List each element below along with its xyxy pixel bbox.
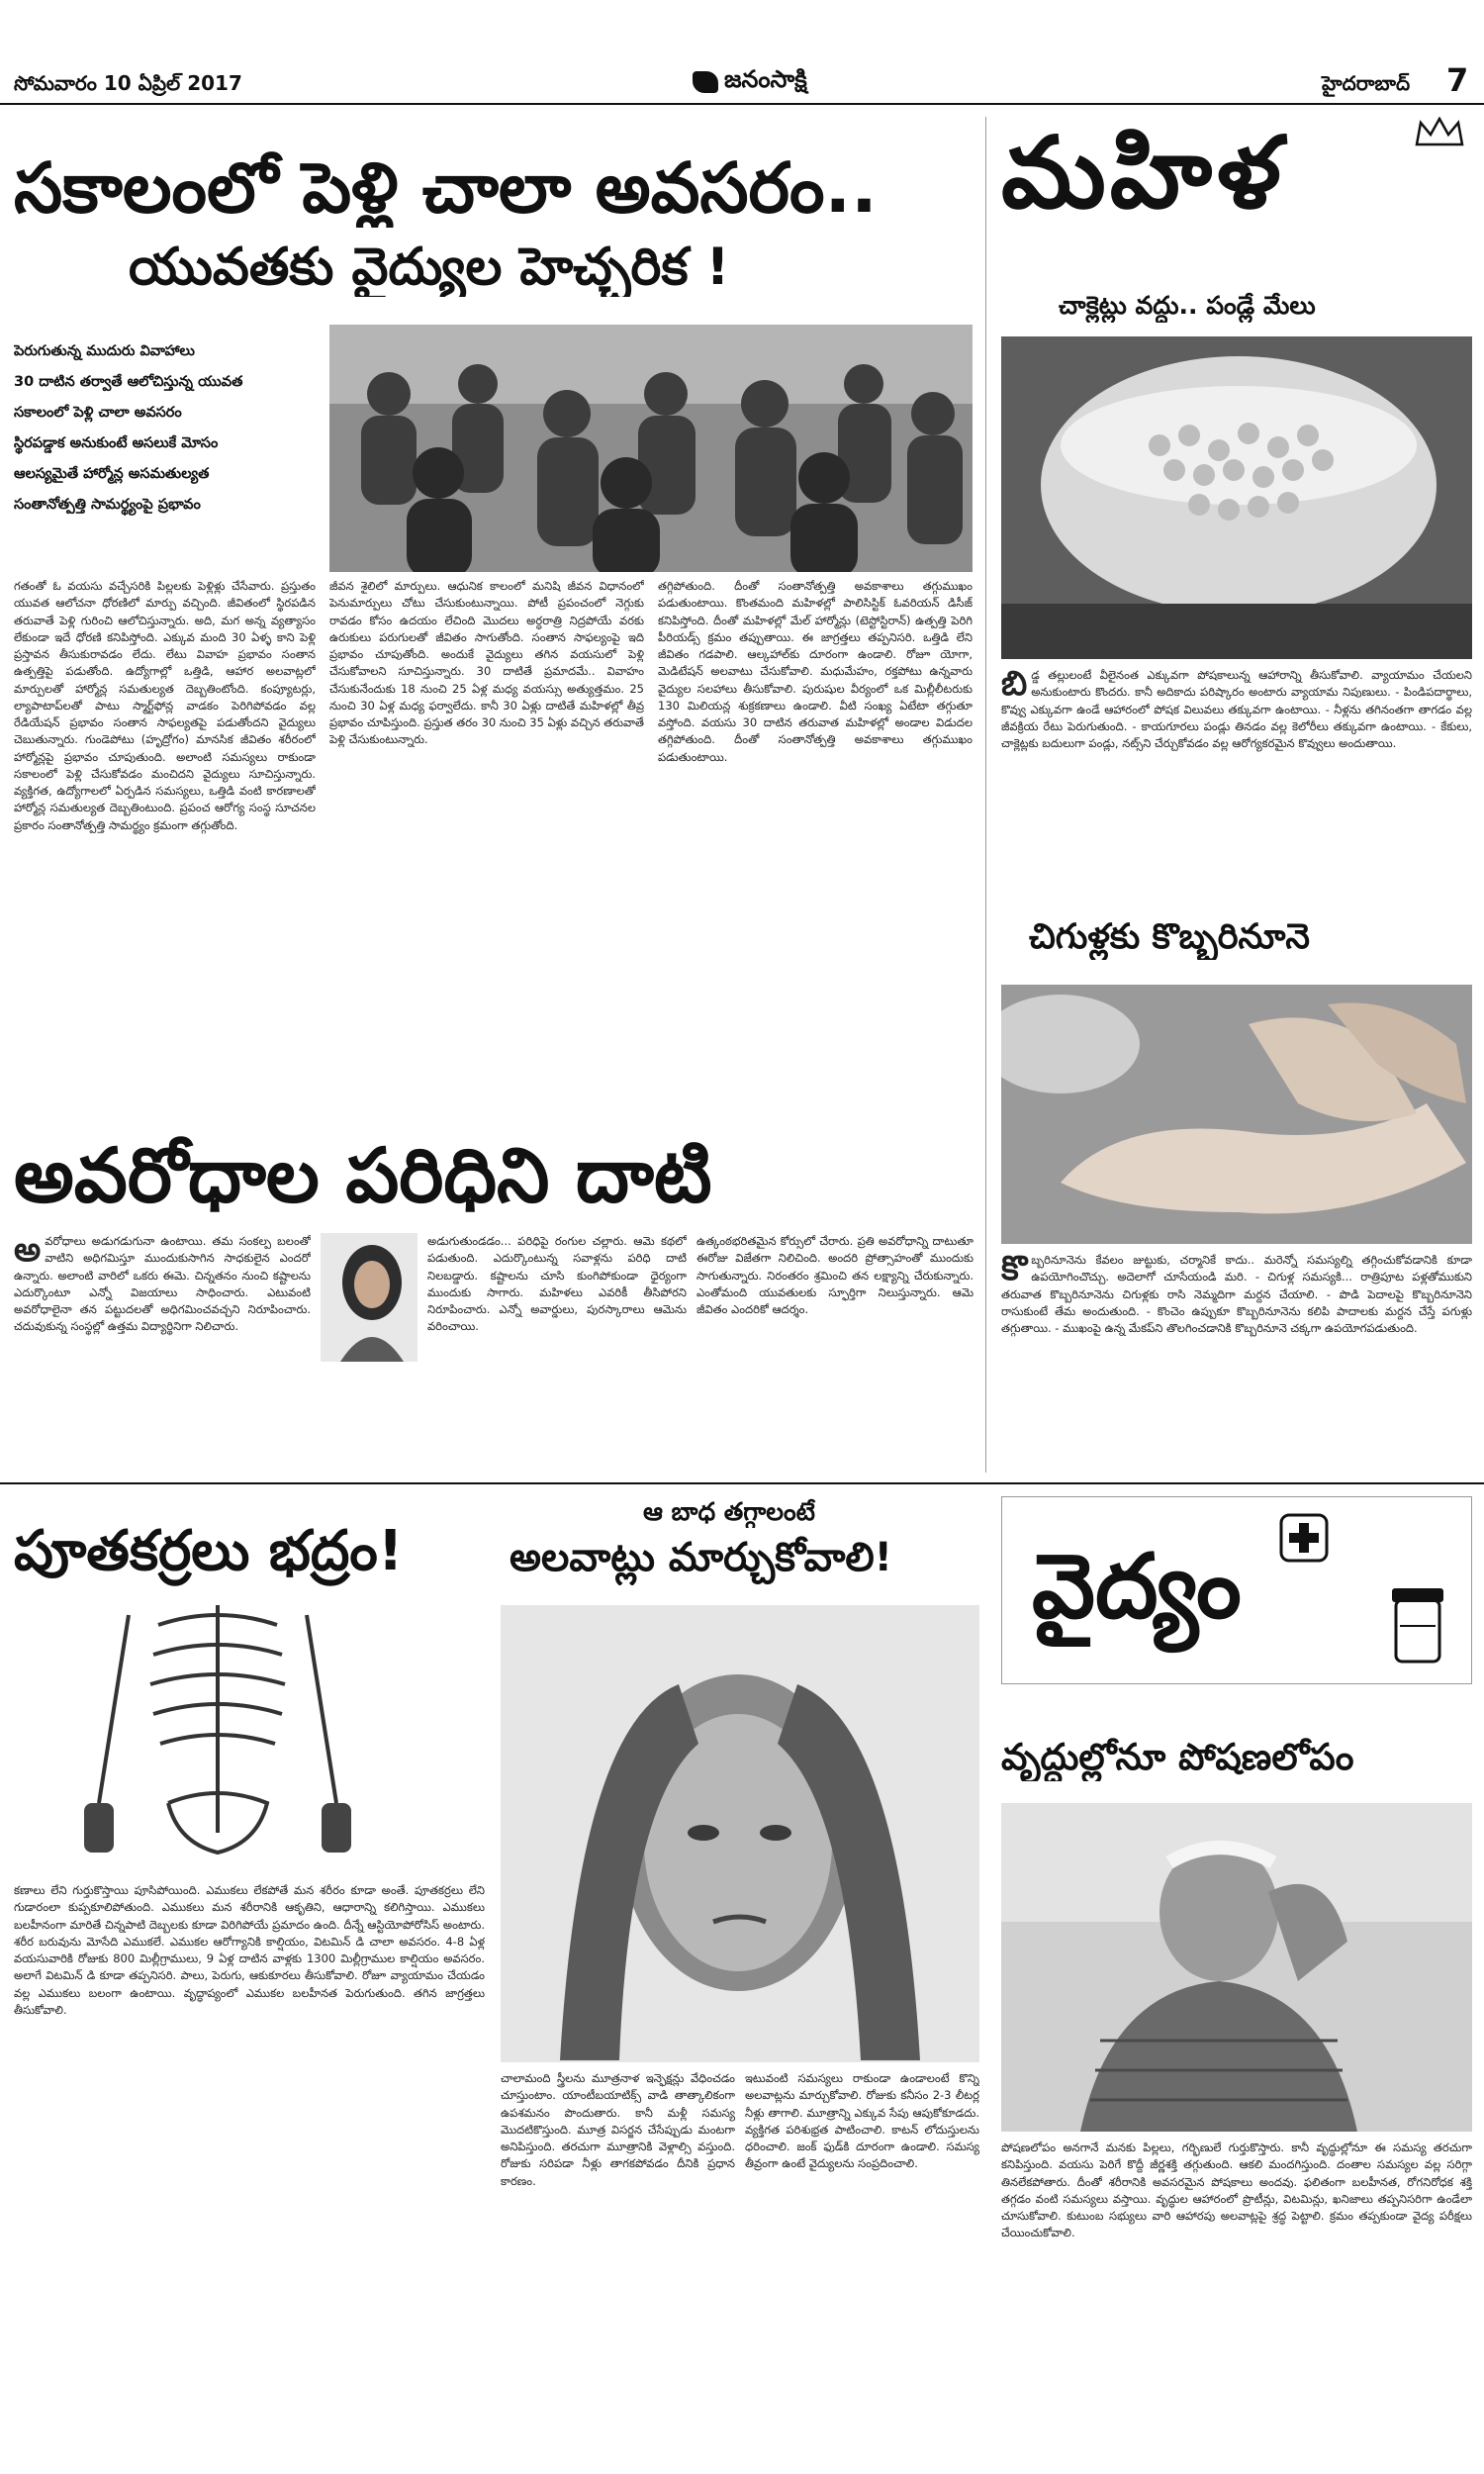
story1-bullets (14, 336, 321, 524)
mahila-section-title: మహిళ (1001, 114, 1285, 231)
story2-dropcap: అ (14, 1233, 42, 1270)
bullet-item: ఆలస్యమైతే హార్మోన్ల అసమతుల్యత (14, 466, 210, 482)
story4-headline: అలవాట్లు మార్చుకోవాలి! (510, 1535, 892, 1580)
masthead (0, 0, 1484, 104)
vaidyam-section-title: వైద్యం (1032, 1534, 1242, 1639)
page-number: 7 (1446, 61, 1469, 99)
story4-column-2: ఇటువంటి సమస్యలు రాకుండా ఉండాలంటే కొన్ని అలవాట్లను మార్చుకోవాలి. రోజుకు కనీసం 2-3 లీటర్ల నీళ్లు తాగాలి. మూత్రాన్ని ఎక్కువ సేపు ఆపుకోకూడదు. వ్యక్తిగత పరిశుభ్రత పాటించాలి. కాటన్ లోదుస్తులను ధరించాలి. జంక్ ఫుడ్‌కి దూరంగా ఉండాలి. సమస్య తీవ్రంగా ఉంటే వైద్యులను సంప్రదించాలి. (745, 2071, 979, 2171)
bullet-item: సంతానోత్పత్తి సామర్థ్యంపై ప్రభావం (14, 497, 201, 513)
right-column-divider (985, 117, 986, 1473)
story1-column-1: గతంతో ఓ వయసు వచ్చేసరికి పిల్లలకు పెళ్లిళ్లు చేసేవారు. ప్రస్తుతం యువత ఆలోచనా ధోరణిలో మార్పు వచ్చింది. జీవితంలో స్థిరపడిన తరువాతే పెళ్లి గురించి ఆలోచిస్తున్నారు. అది, మగ అన్న వ్యత్యాసం లేకుండా ఇదే ధోరణి కనిపిస్తోంది. ఎక్కువ మంది 30 ఏళ్ళ కాని పెళ్లి ప్రస్తావన తీసుకురావడం లేదు. లేటు వివాహ ప్రభావం సంతాన ఉత్పత్తిపై పడుతోంది. ఉద్యోగాల్లో ఒత్తిడి, ఆహార అలవాట్లలో మార్పులతో హార్మోన్ల సమతుల్యత దెబ్బతింటోంది. కంప్యూటర్లు, ల్యాపాటాప్‌లతో పాటు స్మార్ట్‌ఫోన్ల వాడకం పెరిగిపోవడం వల్ల రేడియేషన్ ప్రభావం సంతాన సాఫల్యతపై పడుతోందని వైద్యులు చెబుతున్నారు. గుండెపోటు (హృద్రోగం) మానసిక జీవితం శరీరంలో హార్మోన్లపై ప్రభావం చూపుతుంది. అలాంటి సమస్యలు రాకుండా సకాలంలో పెళ్లి చేసుకోవడం మంచిదని వైద్యులు సూచిస్తున్నారు. వ్యక్తిగత, ఉద్యోగాలలో ఏర్పడిన సమస్యలు, ఒత్తిడి వంటి కారణాలతో హార్మోన్ల సమతుల్యత దెబ్బతింటుంది. ప్రపంచ ఆరోగ్య సంస్థ సూచనల ప్రకారం సంతానోత్పత్తి సామర్థ్యం క్రమంగా తగ్గుతోంది. (14, 579, 316, 832)
bullet-item: పెరుగుతున్న ముదురు వివాహాలు (14, 343, 195, 359)
paper-logo (693, 65, 807, 99)
vaidyam-headline: వృద్ధుల్లోనూ పోషణలోపం (1001, 1736, 1354, 1778)
foot-massage-photo (1001, 985, 1472, 1244)
story1-column-3: తగ్గిపోతుంది. దీంతో సంతానోత్పత్తి అవకాశాలు తగ్గుముఖం పడుతుంటాయి. కొంతమంది మహిళల్లో పాలిసిస్టిక్ ఓవరియన్ డిసీజ్ కనిపిస్తోంది. దీంతో మహిళల్లో మేల్ హార్మోన్లు (టెస్టోస్టిరాన్) ఉత్పత్తి పెరిగి పీరియడ్స్ క్రమం తప్పుతాయి. ఈ జాగ్రత్తలు తప్పనిసరి. ఒత్తిడి లేని జీవితం గడపాలి. ఆల్కహాల్‌కు దూరంగా ఉండాలి. రోజూ యోగా, మెడిటేషన్ అలవాటు చేసుకోవాలి. మధుమేహం, రక్తపోటు ఉన్నవారు వైద్యుల సలహాలు తీసుకోవాలి. పురుషుల వీర్యంలో ఒక మిల్లీలీటరుకు 130 మిలియన్ల శుక్రకణాలు ఉండాలి. వీటి సంఖ్య ఏటేటా తగ్గుతూ వస్తోంది. వయసు 30 దాటిన తరువాత మహిళల్లో అండాల విడుదల తగ్గిపోతుంది. దీంతో సంతానోత్పత్తి అవకాశాలు తగ్గుముఖం పడుతుంటాయి. (658, 579, 973, 764)
skeleton-illustration (40, 1605, 396, 1872)
story3-body: కణాలు లేని గుర్తుకొస్తాయి పూసిపోయింది. ఎముకలు లేకపోతే మన శరీరం కూడా అంతే. పూతకర్రలు లేని గుడారంలా కుప్పకూలిపోతుంది. ఎముకలు మన శరీరానికి ఆకృతిని, ఆధారాన్ని కలిగిస్తాయి. ఎముకలు బలహీనంగా మారితే చిన్నపాటి దెబ్బలకు కూడా విరిగిపోయే ప్రమాదం ఉంది. దీన్నే ఆస్టియోపోరోసిస్ అంటారు. శరీర బరువును మోసేది ఎముకలే. ఎముకల ఆరోగ్యానికి కాల్షియం, విటమిన్ డి చాలా అవసరం. 4-8 ఏళ్ల వయసువారికి రోజుకు 800 మిల్లీగ్రాములు, 9 ఏళ్ల దాటిన వాళ్లకు 1300 మిల్లీగ్రాముల కాల్షియం అవసరం. అలాగే విటమిన్ డి కూడా తప్పనిసరి. పాలు, పెరుగు, ఆకుకూరలు తీసుకోవాలి. రోజూ వ్యాయామం చేయడం వల్ల ఎముకలు బలంగా ఉంటాయి. వృద్ధాప్యంలో ఎముకల బలహీనత పెరుగుతుంది. తగిన జాగ్రత్తలు తీసుకోవాలి. (14, 1883, 485, 2017)
bullet-item: స్థిరపడ్డాక అనుకుంటే అసలుకే మోసం (14, 435, 219, 451)
story1-headline: సకాలంలో పెళ్లి చాలా అవసరం.. (14, 148, 878, 228)
issue-date: సోమవారం 10 ఏప్రిల్ 2017 (14, 71, 242, 95)
vaidyam-body: పోషణలోపం అనగానే మనకు పిల్లలు, గర్భిణులే గుర్తుకొస్తారు. కానీ వృద్ధుల్లోనూ ఈ సమస్య తరచుగా కనిపిస్తుంది. వయసు పెరిగే కొద్దీ జీర్ణశక్తి తగ్గుతుంది. ఆకలి మందగిస్తుంది. దంతాల సమస్యల వల్ల సరిగ్గా తినలేకపోతారు. దీంతో శరీరానికి అవసరమైన పోషకాలు అందవు. ఫలితంగా బలహీనత, రోగనిరోధక శక్తి తగ్గడం వంటి సమస్యలు వస్తాయి. వృద్ధుల ఆహారంలో ప్రొటీన్లు, విటమిన్లు, ఖనిజాలు తప్పనిసరిగా ఉండేలా చూసుకోవాలి. కుటుంబ సభ్యులు వారి ఆహారపు అలవాట్లపై శ్రద్ధ పెట్టాలి. క్రమం తప్పకుండా వైద్య పరీక్షలు చేయించుకోవాలి. (1001, 2141, 1472, 2240)
bullet-item: 30 దాటిన తర్వాతే ఆలోచిస్తున్న యువత (14, 374, 243, 390)
vaidyam-section-box (1001, 1496, 1472, 1684)
bullet-item: సకాలంలో పెళ్లి చాలా అవసరం (14, 405, 182, 421)
medical-cross-icon (1279, 1513, 1329, 1563)
story2-column-1 (14, 1233, 311, 1471)
coconut-body (1001, 1252, 1472, 1470)
paper-name: జనంసాక్షి (724, 65, 807, 93)
masthead-rule (0, 103, 1484, 105)
lower-section-rule (0, 1482, 1484, 1484)
story4-kicker: ఆ బాధ తగ్గాలంటే (643, 1497, 815, 1526)
story1-column-2: జీవన శైలిలో మార్పులు. ఆధునిక కాలంలో మనిషి జీవన విధానంలో పెనుమార్పులు చోటు చేసుకుంటున్నాయి. పోటీ ప్రపంచంలో నెగ్గుకు రావడం కోసం ఉదయం లేచింది మొదలు అర్ధరాత్రి నిద్రపోయే వరకు ఉరుకులు పరుగులతో జీవితం సాగుతోంది. సంతాన సాఫల్యంపై ఇది ప్రభావం చూపుతోంది. అందుకే వైద్యులు తగిన వయసులో పెళ్లి చేసుకోవాలని సూచిస్తున్నారు. 30 దాటితే ప్రమాదమే.. వివాహం చేసుకునేందుకు 18 నుంచి 25 ఏళ్ల మధ్య వయస్సు అత్యుత్తమం. 25 నుంచి 30 ఏళ్ల మధ్య ఫర్వాలేదు. కానీ 30 ఏళ్లు దాటితే మహిళల్లో తీవ్ర ప్రభావం చూపిస్తుంది. ప్రస్తుత తరం 30 నుంచి 35 ఏళ్లు వచ్చిన తరువాతే పెళ్లి చేసుకుంటున్నారు. (329, 579, 644, 747)
coconut-headline: చిగుళ్లకు కొబ్బరినూనె (1029, 917, 1310, 957)
mahila-body-text: డ్డ తల్లులంటే వీలైనంత ఎక్కువగా పోషకాలున్న ఆహారాన్ని తీసుకోవాలి. వ్యాయామం చేయలని అనుకుంటారు కొందరు. కానీ అదికాదు పరిష్కారం అంటారు వ్యాయామ నిపుణులు. - పిండిపదార్థాలు, కొవ్వు ఎక్కువగా ఉండే ఆహారంలో పోషక విలువలు తక్కువగా ఉంటాయి. - నీళ్లను తగినంతగా తాగడం వల్ల జీవక్రియ రేటు పెరుగుతుంది. - కాయగూరలు పండ్లు తినడం వల్ల కెలోరీలు తక్కువగా ఉంటాయి. - కేకులు, చాక్లెట్లకు బదులుగా పండ్లు, నట్స్‌ని చేర్చుకోవడం వల్ల ఆరోగ్యకరమైన కొవ్వులు అందుతాయి. (1001, 668, 1472, 750)
mahila-headline: చాక్లెట్లు వద్దు.. పండ్లే మేలు (1059, 291, 1316, 320)
story3-headline: పూతకర్రలు భద్రం! (14, 1519, 404, 1583)
mahila-dropcap: బి (1001, 667, 1028, 704)
youth-group-photo (329, 325, 973, 572)
elderly-man-photo (1001, 1803, 1472, 2132)
pill-bottle-icon (1388, 1586, 1447, 1665)
coconut-dropcap: కొ (1001, 1252, 1028, 1288)
woman-portrait-photo (321, 1233, 417, 1362)
story4-column-1: చాలామంది స్త్రీలను మూత్రనాళ ఇన్ఫెక్షన్లు వేధించడం చూస్తుంటాం. యాంటీబయాటిక్స్ వాడి తాత్కాలికంగా ఉపశమనం పొందుతారు. కానీ మళ్లీ సమస్య మొదటికొస్తుంది. మూత్ర విసర్జన చేసేప్పుడు మంటగా అనిపిస్తుంది. తరచుగా మూత్రానికి వెళ్లాల్సి వస్తుంది. రోజుకు సరిపడా నీళ్లు తాగకపోవడం దీనికి ప్రధాన కారణం. (501, 2071, 735, 2188)
mahila-body (1001, 667, 1472, 877)
story2-column-3: ఉత్కంఠభరితమైన కోర్సులో చేరారు. ప్రతి అవరోధాన్ని దాటుతూ ఈరోజు విజేతగా నిలిచింది. అందరి ప్రోత్సాహంతో ముందుకు సాగుతున్నారు. నిరంతరం శ్రమించి తన లక్ష్యాన్ని చేరుకున్నారు. ఎంతోమంది యువతులకు స్ఫూర్తిగా నిలుస్తున్నారు. ఆమె జీవితం ఎందరికో ఆదర్శం. (696, 1234, 974, 1316)
story1-subheadline: యువతకు వైద్యుల హెచ్చరిక ! (129, 238, 730, 297)
chickpea-bowl-photo (1001, 336, 1472, 659)
crown-icon (1415, 117, 1464, 146)
story2-headline: అవరోధాల పరిధిని దాటి (14, 1131, 712, 1219)
story2-column-2: అడుగుతుండడం... పరిధిపై రంగుల చల్లారు. ఆమె కథలో పడుతుంది. ఎదుర్కొంటున్న సవాళ్లను పరిధి దాటి నిలబడ్డారు. కష్టాలను చూసి కుంగిపోకుండా ధైర్యంగా ముందుకు సాగారు. మహిళలు ఎవరికీ తీసిపోరని నిరూపించారు. ఎన్నో అవార్డులు, పురస్కారాలు ఆమెను వరించాయి. (427, 1234, 687, 1334)
logo-icon (693, 71, 718, 93)
edition-city: హైదరాబాద్ (1322, 71, 1411, 95)
story2-column-1-text: వరోధాలు అడుగడుగునా ఉంటాయి. తమ సంకల్ప బలంతో వాటిని అధిగమిస్తూ ముందుకుసాగిన సాధకులైన ఎందరో ఉన్నారు. అలాంటి వారిలో ఒకరు ఈమె. చిన్నతనం నుంచి కష్టాలను ఎదుర్కొంటూ ఎన్నో విజయాలు సాధించారు. ఎటువంటి అవరోధాలైనా తన పట్టుదలతో అధిగమించవచ్చని నిరూపించారు. చదువుకున్న సంస్థల్లో ఉత్తమ విద్యార్థినిగా నిలిచారు. (14, 1234, 311, 1334)
coconut-body-text: బ్బరినూనెను కేవలం జుట్టుకు, చర్మానికే కాదు.. మరెన్నో సమస్యల్ని తగ్గించుకోవడానికి కూడా ఉపయోగించొచ్చు. అదెలాగో చూసేయండి మరి. - చిగుళ్ల సమస్యకి... రాత్రిపూట పళ్లతోముకుని తరువాత కొబ్బరినూనెను చిగుళ్లకు రాసి నెమ్మదిగా మర్దన చేయాలి. - పొడి పెదాలపై కొబ్బరినూనెని రాసుకుంటే తేమ అందుతుంది. - కొంచెం ఉప్పుకూ కొబ్బరినూనెను కలిపి పాదాలకు మర్దన చేస్తే పగుళ్లు తగ్గుతాయి. - ముఖంపై ఉన్న మేకప్‌ని తొలగించడానికి కొబ్బరినూనె చక్కగా ఉపయోగపడుతుంది. (1001, 1253, 1472, 1335)
headache-woman-photo (501, 1605, 979, 2062)
